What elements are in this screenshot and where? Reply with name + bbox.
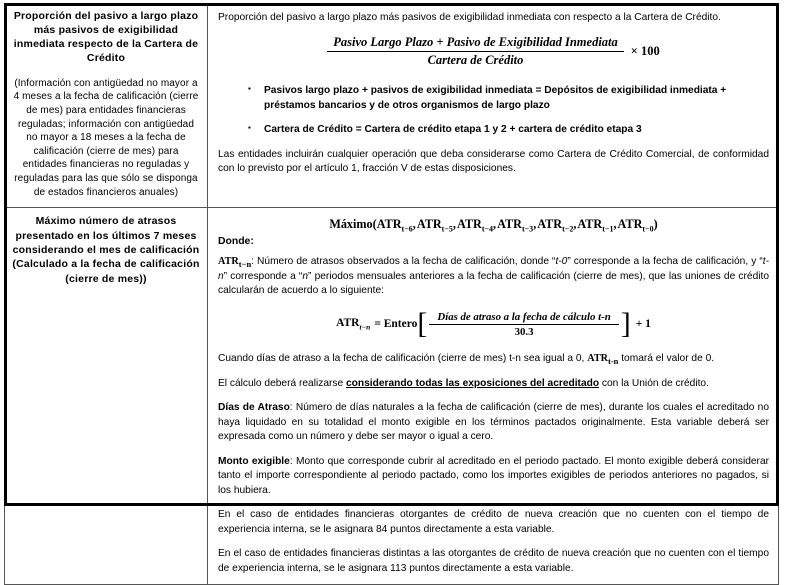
maximo-formula: $Máximo(ATR_{t-6}$, $ATR_{t-5}$, $ATR_{t-4}$, $ATR_{t-3}$, $ATR_{t-2}$, $ATR_{t-1}$, $ATR_{t-0}$) bbox=[329, 217, 658, 234]
maximo-term-atr: ATR bbox=[497, 217, 522, 232]
proportion-multiplier: × 100 bbox=[630, 44, 660, 59]
proportion-formula bbox=[218, 35, 769, 68]
monto-exigible-text: : Monto que corresponde cubrir al acreditado en el periodo pactado. El monto exigible deberá considerar tanto el importe correspondiente al periodo pactado, como los importes exigibles de periodos anteriores no pagados, si los hubiera. bbox=[218, 455, 769, 496]
atr-def-quote-1: t-0 bbox=[555, 255, 568, 267]
proportion-numerator: Pasivo Largo Plazo + Pasivo de Exigibilidad Inmediata bbox=[327, 35, 624, 52]
maximo-sub: t−2 bbox=[562, 224, 574, 234]
calculo-paragraph bbox=[218, 377, 769, 391]
cuando-text-a: Cuando días de atraso a la fecha de calificación (cierre de mes) t-n sea igual a 0, bbox=[218, 352, 588, 364]
atr-subscript: t−n bbox=[238, 258, 252, 269]
donde-label: Donde: bbox=[218, 235, 254, 247]
cuando-paragraph bbox=[218, 352, 769, 367]
entero-formula bbox=[218, 307, 769, 341]
entero-fraction bbox=[427, 311, 620, 338]
row-1-label-cell bbox=[5, 4, 208, 208]
row-1-label-title: Proporción del pasivo a largo plazo más pasivos de exigibilidad inmediata respecto de la Cartera de Crédito bbox=[13, 10, 199, 64]
entero-equals: = Entero bbox=[374, 318, 418, 331]
atr-def-quote-3: n bbox=[302, 270, 308, 282]
row-1-lead-paragraph: Proporción del pasivo a largo plazo más pasivos de exigibilidad inmediata con respecto a la Cartera de Crédito. bbox=[218, 12, 721, 23]
cuando-atr-symbol: ATR bbox=[587, 352, 608, 364]
atr-def-quote-2: t-n bbox=[218, 255, 769, 282]
calculo-underlined-text: considerando todas las exposiciones del acreditado bbox=[345, 377, 600, 389]
maximo-sub: t−4 bbox=[481, 224, 494, 234]
calculo-text-b: con la Unión de crédito. bbox=[599, 377, 709, 389]
maximo-sub: t−6 bbox=[401, 224, 413, 234]
atr-def-part-1: : Número de atrasos observados a la fecha de calificación, donde “ bbox=[251, 255, 556, 267]
proportion-fraction bbox=[327, 35, 624, 68]
cuando-atr-subscript: t-n bbox=[607, 355, 619, 366]
entero-numerator: Días de atraso a la fecha de cálculo t-n bbox=[429, 311, 618, 325]
dias-atraso-paragraph bbox=[218, 401, 769, 444]
table-row bbox=[5, 4, 779, 208]
monto-exigible-paragraph bbox=[218, 455, 769, 498]
maximo-sub: t−3 bbox=[521, 224, 534, 234]
atr-def-part-2: ” corresponde a la fecha de calificación, y “ bbox=[567, 255, 763, 267]
calculo-text-a: El cálculo deberá realizarse bbox=[218, 377, 346, 389]
maximo-term-atr: ATR bbox=[456, 217, 482, 232]
atr-definition-paragraph bbox=[218, 255, 769, 299]
dias-atraso-text: : Número de días naturales a la fecha de calificación (cierre de mes), durante los cuales el acreditado no haya liquidado en su totalidad el monto exigible en los términos pactados originalmente. Esta variable deberá ser expresada como un número y debe ser mayor o igual a cero. bbox=[218, 402, 769, 443]
row-1-closing-paragraph: Las entidades incluirán cualquier operación que deba considerarse como Cartera de Crédito Comercial, de conformidad con lo previsto por el artículo 1, fracción V de estas disposiciones. bbox=[218, 148, 769, 175]
cuando-text-b: tomará el valor de 0. bbox=[618, 352, 715, 364]
atr-symbol: ATR bbox=[218, 255, 239, 267]
atr-def-part-3: ” corresponde a “ bbox=[223, 270, 303, 282]
maximo-term-atr: ATR bbox=[577, 217, 603, 232]
entero-denominator: 30.3 bbox=[514, 325, 534, 338]
row-2-label-cell bbox=[5, 208, 208, 585]
bracket-close-icon: ] bbox=[620, 307, 631, 341]
row-1-body-cell bbox=[208, 4, 779, 208]
maximo-term-atr: ATR bbox=[376, 217, 402, 232]
list-item: ▪ Cartera de Crédito = Cartera de crédito etapa 1 y 2 + cartera de crédito etapa 3 bbox=[218, 123, 769, 137]
entero-lhs-subscript: t−n bbox=[359, 322, 371, 332]
bracket-open-icon: [ bbox=[417, 307, 428, 341]
row-1-bullet-list bbox=[218, 84, 769, 137]
entero-lhs bbox=[336, 317, 374, 331]
proportion-denominator: Cartera de Crédito bbox=[427, 53, 524, 68]
atr-def-part-4: ” periodos mensuales anteriores a la fecha de calificación (cierre de mes), que las uniones de crédito calcularán de acuerdo a lo siguiente: bbox=[218, 270, 769, 297]
nueva-creacion-paragraph: En el caso de entidades financieras otorgantes de crédito de nueva creación que no cuenten con el tiempo de experiencia interna, se le asignara 84 puntos directamente a esta variable. bbox=[218, 509, 769, 535]
row-1-label-subtitle: (Información con antigüedad no mayor a 4 meses a la fecha de calificación (cierre de mes) para entidades financieras reguladas; información con antigüedad no mayor a 18 meses a la fecha de calificación (cierre de mes) para entidades financieras no reguladas y reguladas para las que sólo se disponga de estados financieros anuales) bbox=[13, 77, 199, 198]
list-item: ▪ Pasivos largo plazo + pasivos de exigibilidad inmediata = Depósitos de exigibilidad inmediata + préstamos bancarios y de otros organismos de largo plazo bbox=[218, 84, 769, 113]
maximo-sub: t−1 bbox=[602, 224, 614, 234]
entero-plus-one: + 1 bbox=[635, 318, 651, 331]
maximo-sub: t−0 bbox=[642, 224, 654, 234]
maximo-term-atr: ATR bbox=[537, 217, 563, 232]
row-2-body-cell bbox=[208, 208, 779, 585]
dias-atraso-term: Días de Atraso bbox=[218, 402, 290, 414]
maximo-suffix: ) bbox=[653, 217, 658, 232]
row-2-label-title: Máximo número de atrasos presentado en los últimos 7 meses considerando el mes de calificación (Calculado a la fecha de calificación (cierre de mes)) bbox=[12, 215, 200, 285]
maximo-sub: t−5 bbox=[441, 224, 453, 234]
maximo-term-atr: ATR bbox=[416, 217, 442, 232]
criteria-table bbox=[4, 3, 779, 585]
maximo-term-atr: ATR bbox=[617, 217, 643, 232]
monto-exigible-term: Monto exigible bbox=[218, 455, 290, 467]
distintas-paragraph: En el caso de entidades financieras distintas a las otorgantes de crédito de nueva creación que no cuenten con el tiempo de experiencia interna, se le asignara 113 puntos directamente a esta variable. bbox=[218, 548, 769, 574]
maximo-prefix: Máximo( bbox=[329, 217, 377, 232]
table-row bbox=[5, 208, 779, 585]
entero-lhs-symbol: ATR bbox=[336, 317, 360, 329]
